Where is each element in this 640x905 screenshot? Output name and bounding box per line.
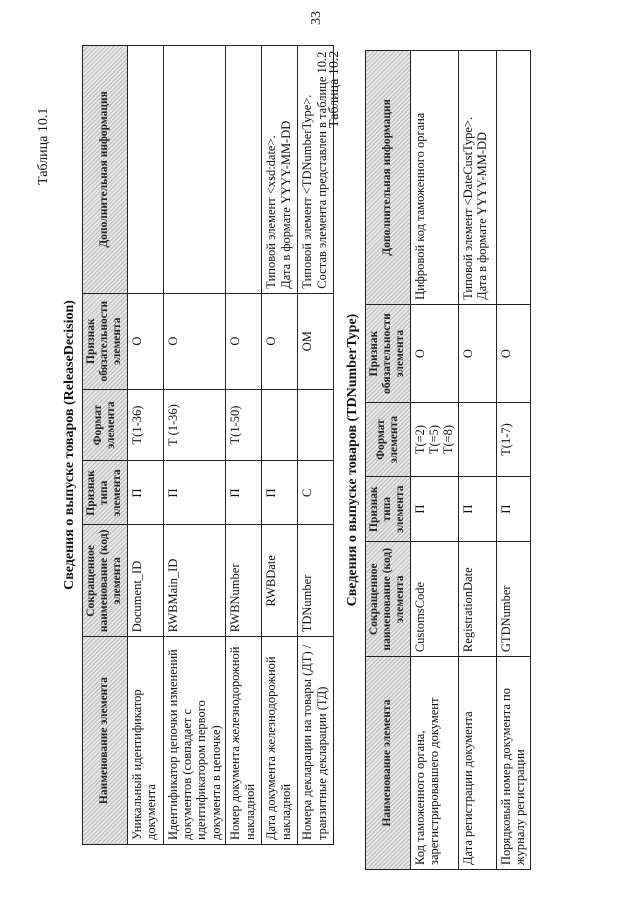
table-cell: Номер документа железнодорожной накладной: [226, 637, 262, 845]
table-cell: П: [496, 476, 530, 542]
table-cell: RWBNumber: [226, 525, 262, 637]
table-cell: Идентификатор цепочки изменений документов (совпадает с идентификатором первого документа в цепочке): [163, 637, 226, 845]
table-cell: [226, 46, 262, 294]
table-cell: П: [458, 476, 496, 542]
header-cell: Признак обязательности элемента: [83, 293, 128, 389]
table-cell: П: [226, 461, 262, 525]
table-cell: О: [496, 304, 530, 402]
table-cell: T(=2) T(=5) T(=8): [410, 403, 458, 477]
table-row: [298, 46, 334, 845]
table-cell: Document_ID: [127, 525, 163, 637]
table-cell: О: [226, 293, 262, 389]
table-row: [163, 46, 226, 845]
table-header-row: [83, 46, 128, 845]
table-cell: T(1-50): [226, 389, 262, 461]
table-cell: [127, 46, 163, 294]
header-cell: Наименование элемента: [366, 657, 411, 870]
table-cell: О: [163, 293, 226, 389]
header-cell: Сокращенное наименование (код) элемента: [366, 542, 411, 657]
release-decision-table: [82, 45, 334, 845]
table-caption: Таблица 10.2: [327, 50, 342, 128]
table-cell: П: [163, 461, 226, 525]
table-cell: CustomsCode: [410, 542, 458, 657]
table-cell: T(1-7): [496, 403, 530, 477]
table-cell: Порядковый номер документа по журналу регистрации: [496, 657, 530, 870]
table-row: [262, 46, 298, 845]
table-title: Сведения о выпуске товаров (TDNumberType): [345, 313, 360, 607]
table-cell: О: [262, 293, 298, 389]
table-cell: Дата документа железнодорожной накладной: [262, 637, 298, 845]
table-cell: GTDNumber: [496, 542, 530, 657]
table-cell: RWBMain_ID: [163, 525, 226, 637]
table-cell: О: [458, 304, 496, 402]
table-cell: [262, 389, 298, 461]
header-cell: Наименование элемента: [83, 637, 128, 845]
table-cell: Типовой элемент <TDNumberType>. Состав элемента представлен в таблице 10.2: [298, 46, 334, 294]
table-block-release-decision: [62, 45, 334, 845]
td-number-type-table: [365, 50, 531, 870]
table-cell: О: [410, 304, 458, 402]
table-cell: RWBDate: [262, 525, 298, 637]
table-caption: Таблица 10.1: [36, 107, 51, 185]
table-cell: Номера декларации на товары (ДТ) / транзитные декларации (ТД): [298, 637, 334, 845]
table-cell: [163, 46, 226, 294]
table-cell: П: [410, 476, 458, 542]
table-row: [458, 51, 496, 870]
header-cell: Дополнительная информация: [366, 51, 411, 305]
table-cell: TDNumber: [298, 525, 334, 637]
header-cell: Признак типа элемента: [366, 476, 411, 542]
table-cell: ОМ: [298, 293, 334, 389]
table-cell: Уникальный идентификатор документа: [127, 637, 163, 845]
header-cell: Признак типа элемента: [83, 461, 128, 525]
table-cell: [496, 51, 530, 305]
table-cell: T (1-36): [163, 389, 226, 461]
table-cell: С: [298, 461, 334, 525]
header-cell: Сокращенное наименование (код) элемента: [83, 525, 128, 637]
table-cell: Дата регистрации документа: [458, 657, 496, 870]
header-cell: Признак обязательности элемента: [366, 304, 411, 402]
header-cell: Формат элемента: [83, 389, 128, 461]
table-cell: Типовой элемент <xsd:date>. Дата в формате YYYY-MM-DD: [262, 46, 298, 294]
table-cell: [458, 403, 496, 477]
table-title: Сведения о выпуске товаров (ReleaseDecision): [62, 300, 77, 590]
table-block-td-number-type: [345, 50, 531, 870]
table-cell: RegistrationDate: [458, 542, 496, 657]
table-cell: T(1-36): [127, 389, 163, 461]
table-row: [127, 46, 163, 845]
table-cell: Цифровой код таможенного органа: [410, 51, 458, 305]
table-row: [410, 51, 458, 870]
table-header-row: [366, 51, 411, 870]
table-cell: [298, 389, 334, 461]
table-row: [496, 51, 530, 870]
table-cell: Типовой элемент <DateCustType>. Дата в формате YYYY-MM-DD: [458, 51, 496, 305]
header-cell: Формат элемента: [366, 403, 411, 477]
table-cell: П: [262, 461, 298, 525]
header-cell: Дополнительная информация: [83, 46, 128, 294]
page-number: 33: [309, 11, 324, 25]
table-row: [226, 46, 262, 845]
table-cell: Код таможенного органа, зарегистрировавшего документ: [410, 657, 458, 870]
table-cell: О: [127, 293, 163, 389]
table-cell: П: [127, 461, 163, 525]
